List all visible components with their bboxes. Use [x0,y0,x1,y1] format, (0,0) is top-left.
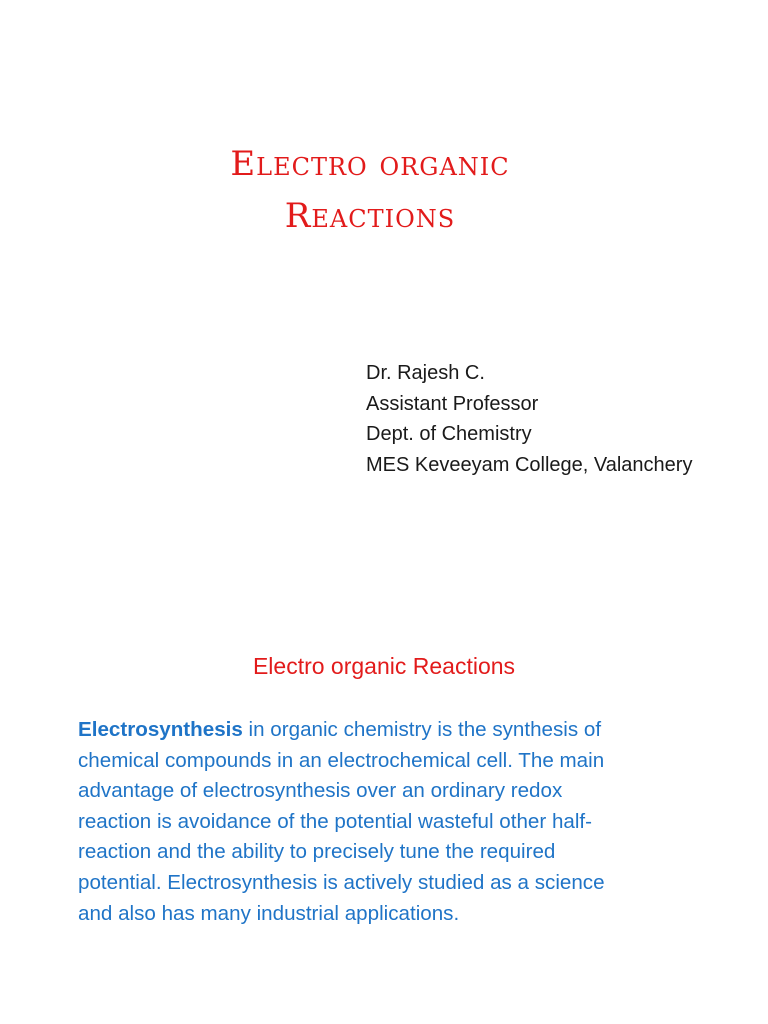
slide-heading: Electro organic Reactions [252,653,516,679]
bold-term: Electrosynthesis [78,718,243,741]
author-department: Dept. of Chemistry [366,423,532,445]
body-line-5: reaction and the ability to precisely tune the required [78,840,556,864]
author-name: Dr. Rajesh C. [366,362,485,384]
body-line-2: chemical compounds in an electrochemical cell. The main [78,748,605,772]
body-line-3: advantage of electrosynthesis over an ordinary redox [78,779,563,803]
title-line-2: Reactions [284,196,456,236]
title-line-1: Electro organic [230,144,510,184]
author-info [366,358,692,480]
author-college: MES Keveeyam College, Valanchery [366,453,693,476]
presentation-title [150,138,590,242]
body-line-7: and also has many industrial applications. [78,901,460,925]
body-line-4: reaction is avoidance of the potential wasteful other half- [78,809,593,833]
body-paragraph [78,715,678,929]
author-position: Assistant Professor [366,392,539,415]
body-line-1-rest: in organic chemistry is the synthesis of [242,718,602,741]
body-line-6: potential. Electrosynthesis is actively studied as a science [78,870,605,894]
content-slide [0,575,768,1024]
body-line-1 [78,715,678,746]
